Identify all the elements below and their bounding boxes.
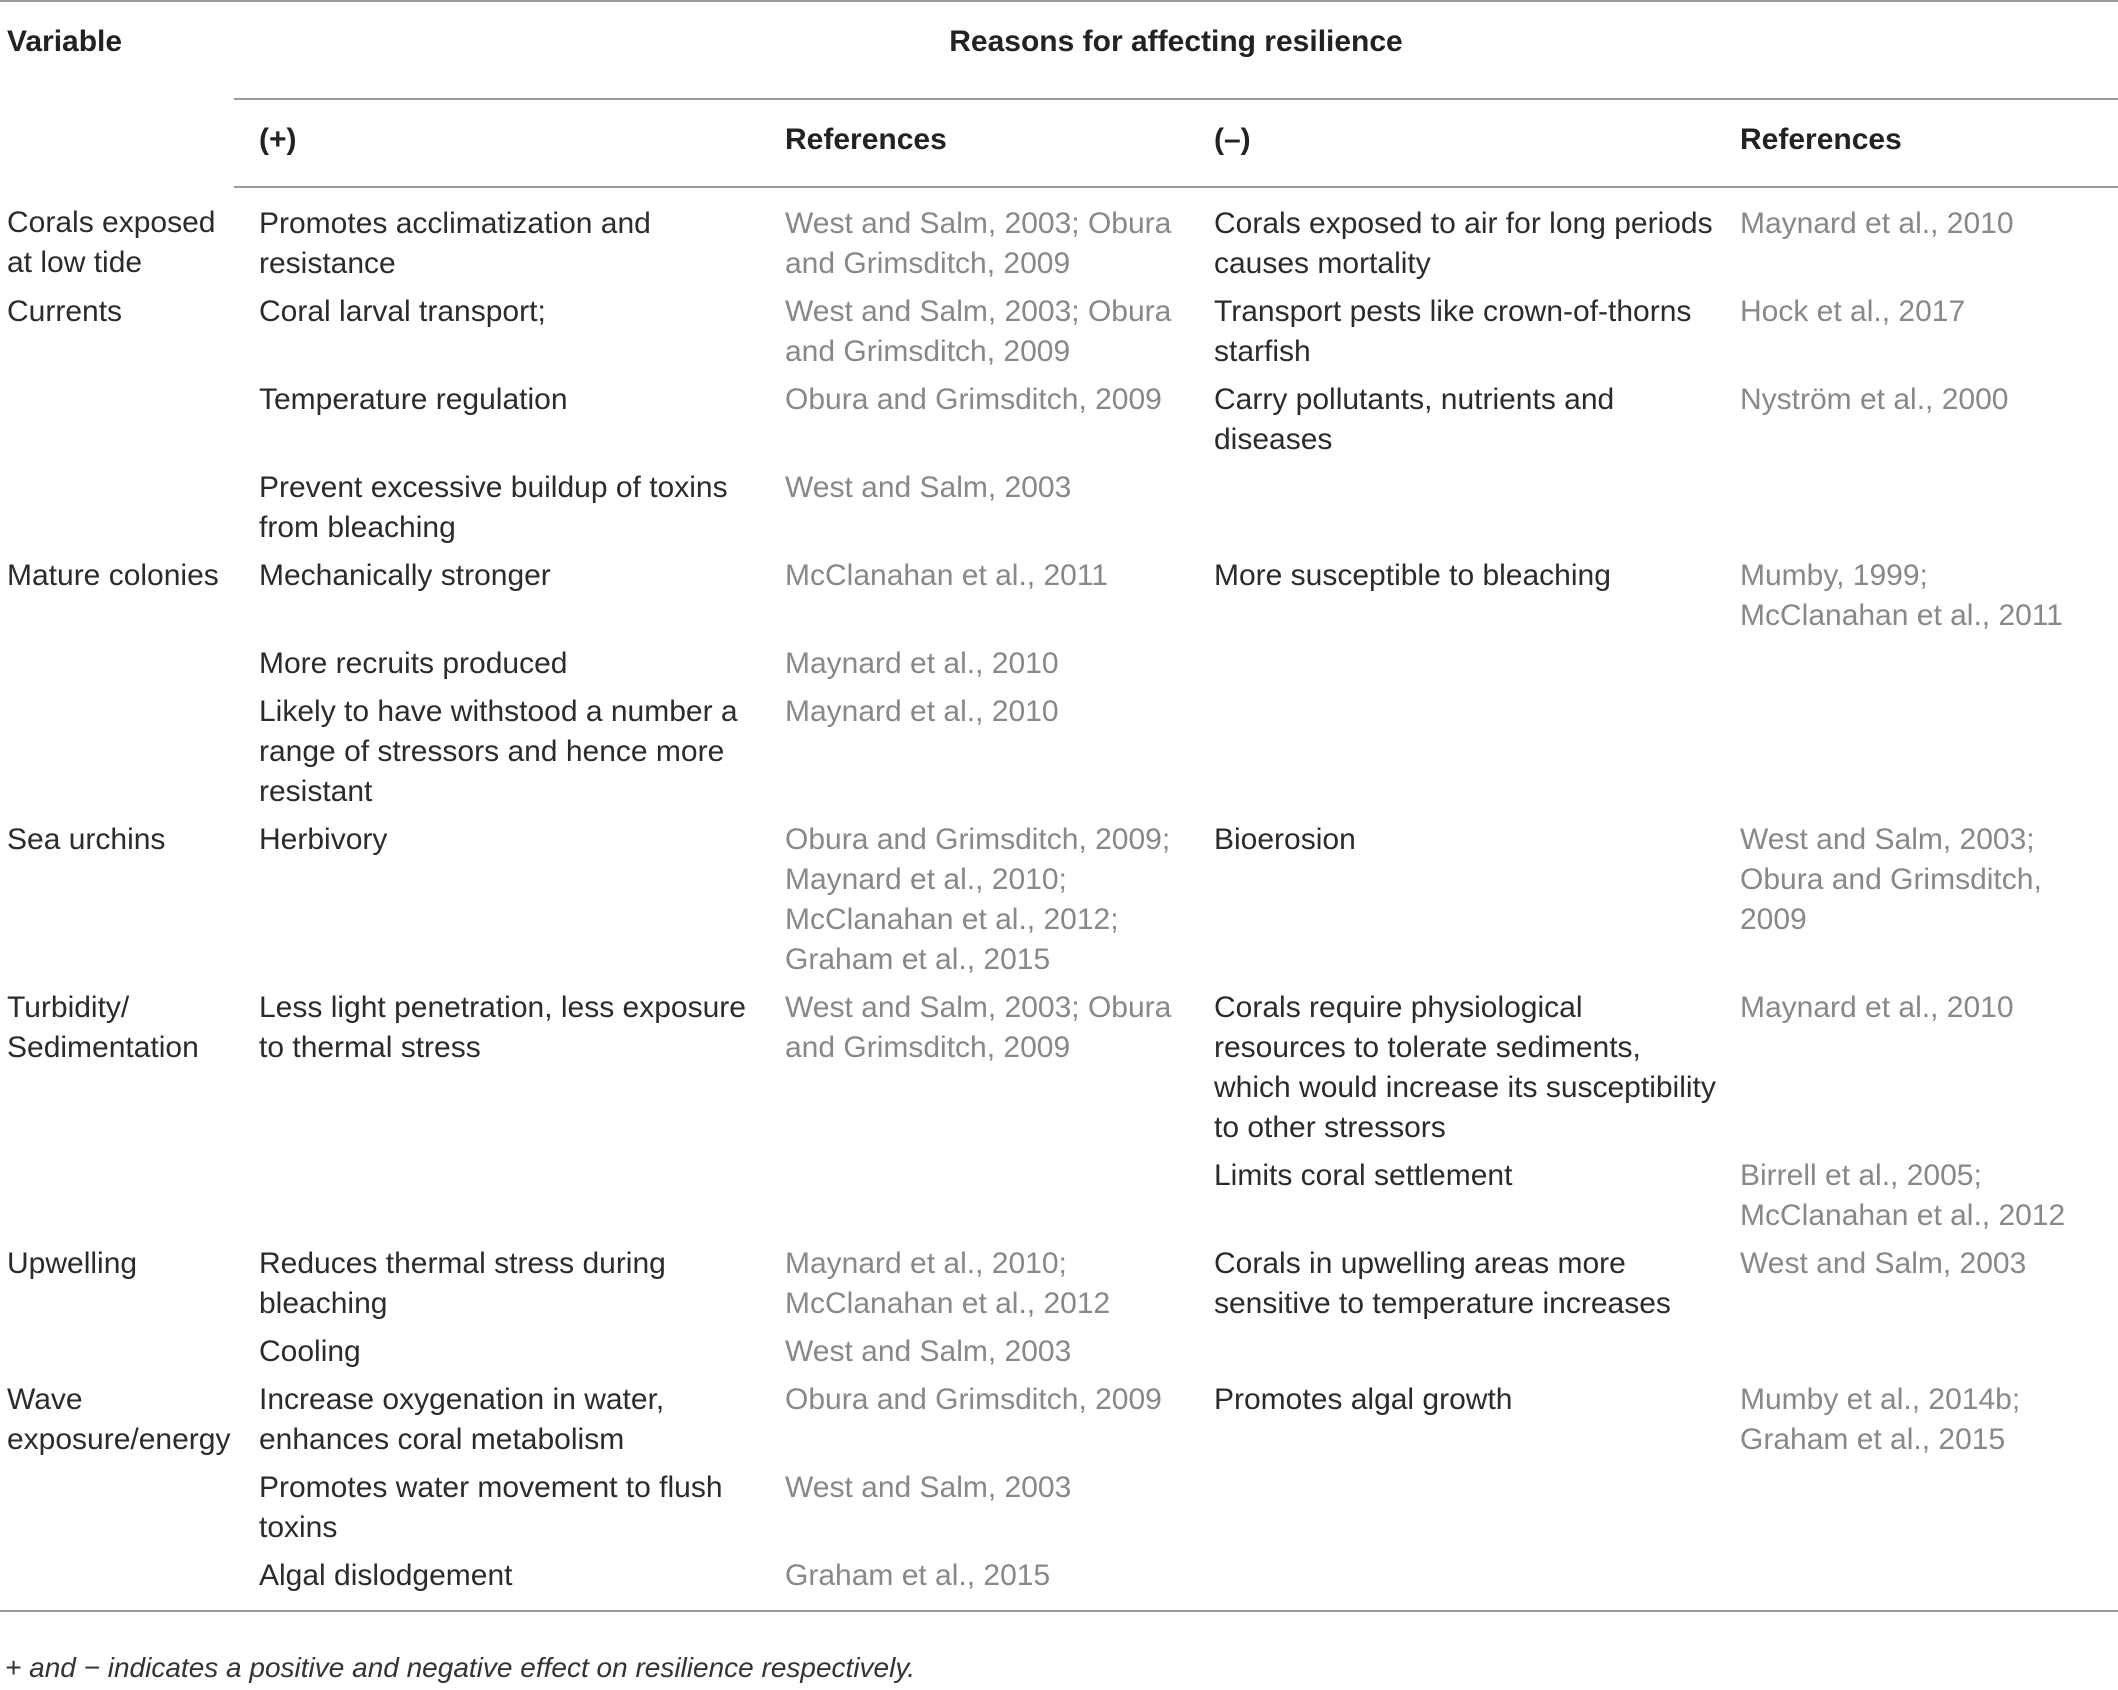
cell-positive-reason: Prevent excessive buildup of toxins from bleaching bbox=[259, 471, 728, 544]
cell-negative-reason bbox=[1189, 1556, 1740, 1611]
cell-variable bbox=[0, 380, 234, 468]
cell-variable: Mature colonies bbox=[7, 559, 219, 592]
table-row bbox=[0, 1244, 2118, 1332]
table-row bbox=[0, 1556, 2118, 1611]
cell-variable bbox=[0, 692, 234, 820]
cell-variable bbox=[0, 1156, 234, 1244]
cell-positive-references: West and Salm, 2003 bbox=[785, 1335, 1072, 1368]
cell-variable bbox=[0, 1468, 234, 1556]
cell-variable: Corals exposed at low tide bbox=[7, 206, 216, 279]
cell-positive-reason: Coral larval transport; bbox=[259, 295, 546, 328]
cell-positive-references: McClanahan et al., 2011 bbox=[785, 559, 1108, 592]
table-row bbox=[0, 468, 2118, 556]
cell-positive-reason: Promotes water movement to flush toxins bbox=[259, 1471, 723, 1544]
cell-positive-references: West and Salm, 2003; Obura and Grimsditch, 2009 bbox=[785, 295, 1172, 368]
cell-positive-reason: Algal dislodgement bbox=[234, 1556, 785, 1611]
cell-variable bbox=[0, 1556, 234, 1611]
cell-negative-reason: Promotes algal growth bbox=[1214, 1383, 1513, 1416]
table-row bbox=[0, 820, 2118, 988]
cell-negative-reason bbox=[1189, 1332, 1740, 1380]
cell-variable bbox=[0, 644, 234, 692]
header-positive: (+) bbox=[234, 99, 785, 187]
table-row bbox=[0, 988, 2118, 1156]
cell-positive-reason: Reduces thermal stress during bleaching bbox=[259, 1247, 666, 1320]
table-row bbox=[0, 1468, 2118, 1556]
cell-positive-reason bbox=[234, 1156, 785, 1244]
cell-positive-reason: Likely to have withstood a number a range of stressors and hence more resistant bbox=[259, 695, 738, 808]
cell-negative-references: Nyström et al., 2000 bbox=[1740, 383, 2009, 416]
cell-variable bbox=[0, 1332, 234, 1380]
cell-positive-references: Maynard et al., 2010 bbox=[785, 647, 1059, 680]
cell-positive-reason: Promotes acclimatization and resistance bbox=[259, 207, 651, 280]
cell-negative-reason: Corals require physiological resources to tolerate sediments, which would increase its susceptibility to other stressors bbox=[1214, 991, 1716, 1144]
table-row bbox=[0, 380, 2118, 468]
cell-positive-reason: More recruits produced bbox=[259, 647, 568, 680]
header-row-sub bbox=[0, 99, 2118, 187]
cell-positive-references: West and Salm, 2003; Obura and Grimsditch, 2009 bbox=[785, 207, 1172, 280]
header-negative: (–) bbox=[1189, 99, 1740, 187]
cell-positive-reason: Herbivory bbox=[259, 823, 388, 856]
cell-variable: Upwelling bbox=[7, 1247, 138, 1280]
cell-negative-references bbox=[1740, 468, 2118, 556]
table-row bbox=[0, 1332, 2118, 1380]
cell-variable: Wave exposure/energy bbox=[7, 1383, 231, 1456]
cell-negative-references: Maynard et al., 2010 bbox=[1740, 991, 2014, 1024]
header-references-positive: References bbox=[785, 99, 1189, 187]
cell-positive-references: Maynard et al., 2010 bbox=[785, 695, 1059, 728]
table-row bbox=[0, 1380, 2118, 1468]
cell-negative-reason: Limits coral settlement bbox=[1214, 1159, 1513, 1192]
cell-negative-references: Hock et al., 2017 bbox=[1740, 295, 1966, 328]
table-header bbox=[0, 1, 2118, 187]
table-row bbox=[0, 187, 2118, 292]
cell-negative-reason bbox=[1189, 468, 1740, 556]
cell-positive-reason: Mechanically stronger bbox=[259, 559, 551, 592]
cell-negative-references: Birrell et al., 2005; McClanahan et al., 2012 bbox=[1740, 1159, 2066, 1232]
cell-negative-references: Mumby et al., 2014b; Graham et al., 2015 bbox=[1740, 1383, 2021, 1456]
cell-positive-reason: Cooling bbox=[259, 1335, 361, 1368]
cell-variable: Turbidity/ Sedimentation bbox=[7, 991, 199, 1064]
cell-negative-references bbox=[1740, 1556, 2118, 1611]
cell-negative-references bbox=[1740, 644, 2118, 692]
header-row-main bbox=[0, 1, 2118, 99]
cell-negative-reason bbox=[1189, 644, 1740, 692]
cell-negative-reason: Transport pests like crown-of-thorns starfish bbox=[1214, 295, 1692, 368]
table-body bbox=[0, 187, 2118, 1611]
cell-positive-references: Graham et al., 2015 bbox=[785, 1556, 1189, 1611]
header-variable: Variable bbox=[0, 1, 234, 187]
cell-negative-reason: More susceptible to bleaching bbox=[1214, 559, 1611, 592]
cell-negative-references bbox=[1740, 1332, 2118, 1380]
cell-positive-reason: Less light penetration, less exposure to thermal stress bbox=[259, 991, 746, 1064]
table-row bbox=[0, 292, 2118, 380]
cell-positive-references: Obura and Grimsditch, 2009; Maynard et al., 2010; McClanahan et al., 2012; Graham et al., 2015 bbox=[785, 823, 1171, 976]
table-row bbox=[0, 556, 2118, 644]
cell-positive-references: West and Salm, 2003 bbox=[785, 471, 1072, 504]
table-row bbox=[0, 692, 2118, 820]
cell-negative-references: Maynard et al., 2010 bbox=[1740, 207, 2014, 240]
cell-negative-references: Mumby, 1999; McClanahan et al., 2011 bbox=[1740, 559, 2063, 632]
cell-variable: Sea urchins bbox=[7, 823, 166, 856]
table-row bbox=[0, 644, 2118, 692]
cell-positive-reason: Increase oxygenation in water, enhances coral metabolism bbox=[259, 1383, 665, 1456]
cell-negative-references bbox=[1740, 1468, 2118, 1556]
cell-positive-references: West and Salm, 2003 bbox=[785, 1471, 1072, 1504]
cell-negative-references: West and Salm, 2003; Obura and Grimsditch, 2009 bbox=[1740, 823, 2042, 936]
header-reasons-group: Reasons for affecting resilience bbox=[234, 1, 2118, 99]
cell-negative-reason: Carry pollutants, nutrients and diseases bbox=[1214, 383, 1615, 456]
cell-negative-reason: Corals exposed to air for long periods causes mortality bbox=[1214, 207, 1713, 280]
cell-positive-references: West and Salm, 2003; Obura and Grimsditch, 2009 bbox=[785, 991, 1172, 1064]
cell-positive-references: Obura and Grimsditch, 2009 bbox=[785, 383, 1162, 416]
cell-negative-reason: Bioerosion bbox=[1214, 823, 1356, 856]
cell-positive-references: Obura and Grimsditch, 2009 bbox=[785, 1383, 1162, 1416]
header-references-negative: References bbox=[1740, 99, 2118, 187]
cell-variable: Currents bbox=[7, 295, 123, 328]
cell-negative-references bbox=[1740, 692, 2118, 820]
table-row bbox=[0, 1156, 2118, 1244]
cell-negative-reason bbox=[1189, 692, 1740, 820]
cell-negative-references: West and Salm, 2003 bbox=[1740, 1247, 2027, 1280]
cell-positive-references bbox=[785, 1156, 1189, 1244]
cell-negative-reason bbox=[1189, 1468, 1740, 1556]
table-footnote: + and − indicates a positive and negative effect on resilience respectively. bbox=[5, 1652, 916, 1683]
cell-positive-reason: Temperature regulation bbox=[259, 383, 568, 416]
cell-negative-reason: Corals in upwelling areas more sensitive to temperature increases bbox=[1214, 1247, 1671, 1320]
cell-variable bbox=[0, 468, 234, 556]
cell-positive-references: Maynard et al., 2010; McClanahan et al., 2012 bbox=[785, 1247, 1111, 1320]
